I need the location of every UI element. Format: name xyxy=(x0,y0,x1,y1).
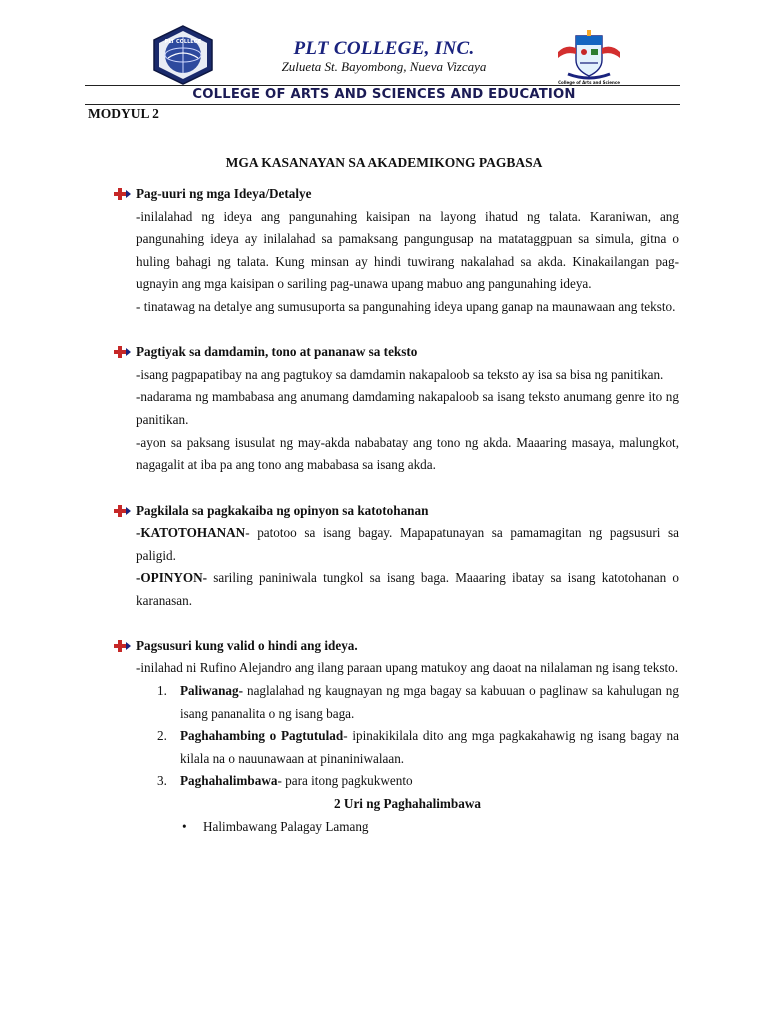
college-name: PLT COLLEGE, INC. xyxy=(293,38,475,59)
list-item xyxy=(157,725,679,770)
section-pagsusuri xyxy=(113,635,679,838)
description: - ipinakikilala dito ang mga pagkakahawig ng isang bagay na kilala na o nauunawaan at pinaniniwalaan. xyxy=(180,728,679,766)
paragraph: -nadarama ng mambabasa ang anumang damdaming nakapaloob sa isang teksto anumang genre ito ng panitikan. xyxy=(136,389,679,427)
paragraph: - tinatawag na detalye ang sumusuporta sa pangunahing ideya upang ganap na maunawaan ang teksto. xyxy=(136,298,676,314)
section-title: Pagkilala sa pagkakaiba ng opinyon sa katotohanan xyxy=(136,502,429,518)
term: -OPINYON- xyxy=(136,570,208,586)
subheading: 2 Uri ng Paghahalimbawa xyxy=(334,796,481,812)
left-logo-text: PLT COLLEGE xyxy=(164,39,202,45)
section-title: Pagtiyak sa damdamin, tono at pananaw sa teksto xyxy=(136,344,418,360)
svg-text:College of Arts and Science: College of Arts and Science xyxy=(558,80,620,85)
definition-opinyon xyxy=(136,567,679,612)
section-bullet-icon xyxy=(113,187,131,201)
term: Paliwanag- xyxy=(180,683,244,699)
section-bullet-icon xyxy=(113,504,131,518)
definition: sariling paniniwala tungkol sa isang baga. Maaaring ibatay sa isang katotohanan o karanasan. xyxy=(136,570,679,608)
definition: - patotoo sa isang bagay. Mapapatunayan sa pamamagitan ng pagsusuri sa paligid. xyxy=(136,524,679,563)
list-item xyxy=(157,770,679,793)
header-rule-top xyxy=(85,85,680,86)
section-title: Pag-uuri ng mga Ideya/Detalye xyxy=(136,186,312,202)
page-title: MGA KASANAYAN SA AKADEMIKONG PAGBASA xyxy=(225,155,543,170)
section-pagkilala xyxy=(113,499,679,612)
header-rule-bottom xyxy=(85,104,680,105)
numbered-list xyxy=(113,680,679,793)
term: -KATOTOHANAN xyxy=(136,524,246,540)
definition-katotohanan xyxy=(136,522,679,567)
bullet-dot-icon: • xyxy=(182,818,187,834)
bullet-text: Halimbawang Palagay Lamang xyxy=(203,818,369,834)
list-number: 2. xyxy=(157,728,167,744)
term: Paghahambing o Pagtutulad xyxy=(180,728,344,744)
description: - para itong pagkukwento xyxy=(277,773,413,789)
list-number: 1. xyxy=(157,683,167,699)
section-bullet-icon xyxy=(113,345,131,359)
section-pagtiyak xyxy=(113,341,679,477)
section-title: Pagsusuri kung valid o hindi ang ideya. xyxy=(136,638,358,654)
paragraph: -isang pagpapatibay na ang pagtukoy sa damdamin nakapaloob sa teksto ay isa sa bisa ng panitikan. xyxy=(136,366,664,382)
document-body xyxy=(113,183,679,861)
paragraph: -inilahad ni Rufino Alejandro ang ilang paraan upang matukoy ang daoat na nilalaman ng isang teksto. xyxy=(136,660,679,676)
bullet-item xyxy=(182,816,679,839)
section-pag-uuri xyxy=(113,183,679,319)
college-address: Zulueta St. Bayombong, Nueva Vizcaya xyxy=(281,59,487,74)
paragraph: -ayon sa paksang isusulat ng may-akda nababatay ang tono ng akda. Maaaring masaya, malungkot, nagagalit at iba pa ang tono ang mababasa sa isang akda. xyxy=(136,434,679,473)
list-item xyxy=(157,680,679,725)
paragraph: -inilalahad ng ideya ang pangunahing kaisipan na layong ihatud ng talata. Karaniwan, ang pangunahing ideya ay inilalahad sa pamaksang pangungusap na matataggpuan sa simula, gitna o huling bahagi ng talata. Kung minsan ay hindi tuwirang nakalahad sa akda. Kinakailangan pag-ugnayin ang mga kaisipan o sariling pag-unawa upang mabuo ang pangunahing ideya. xyxy=(136,208,679,292)
section-bullet-icon xyxy=(113,639,131,653)
list-number: 3. xyxy=(157,773,167,789)
department-name: COLLEGE OF ARTS AND SCIENCES AND EDUCATION xyxy=(192,87,576,102)
description: naglalahad ng kaugnayan ng mga bagay sa kabuuan o paglinaw sa kahulugan ng isang pananalita o ng isang baga. xyxy=(180,683,679,721)
module-label: MODYUL 2 xyxy=(88,106,159,121)
term: Paghahalimbawa xyxy=(180,773,278,789)
